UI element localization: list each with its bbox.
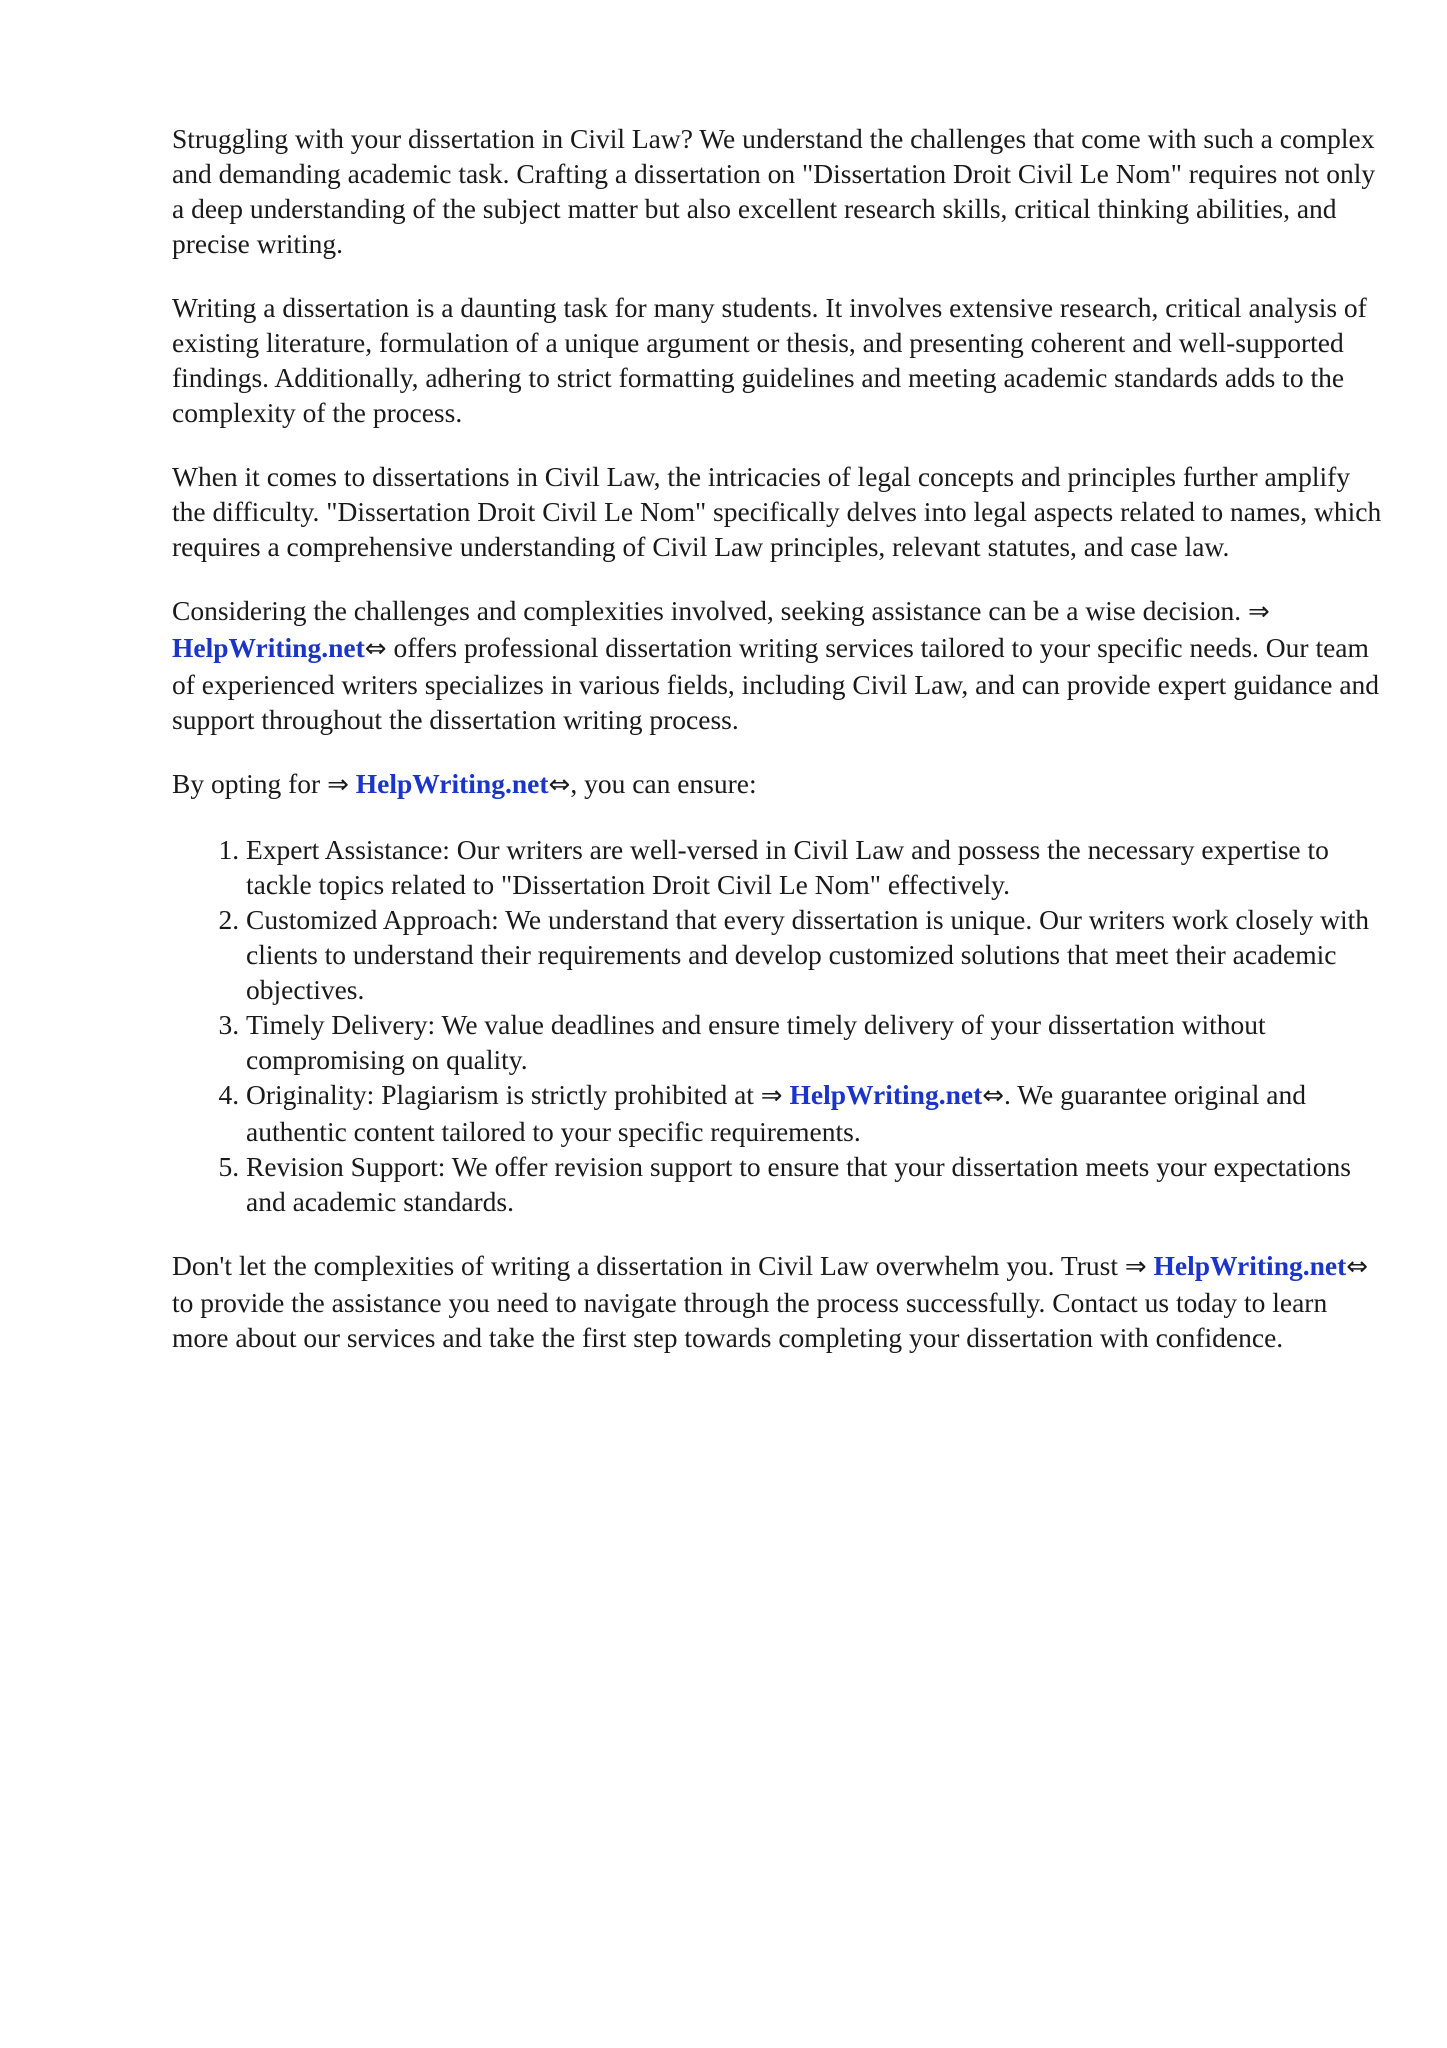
- arrow-right-icon: ⇒: [327, 770, 349, 800]
- list-item: 1. Expert Assistance: Our writers are well-versed in Civil Law and possess the necessary expertise to tackle topics related to "Dissertation Droit Civil Le Nom" effectively.: [246, 832, 1382, 902]
- paragraph-assistance: [172, 593, 1382, 737]
- list-item-text-before: Originality: Plagiarism is strictly prohibited at: [246, 1079, 761, 1110]
- paragraph-assistance-text-after: offers professional dissertation writing services tailored to your specific needs. Our team of experienced writers specializes in various fields, including Civil Law, and can provide expert guidance and support throughout the dissertation writing process.: [172, 632, 1380, 735]
- list-item: 3. Timely Delivery: We value deadlines and ensure timely delivery of your dissertation without compromising on quality.: [246, 1007, 1382, 1077]
- arrow-right-icon: ⇒: [760, 1081, 783, 1111]
- paragraph-opting-text-before: By opting for: [172, 768, 328, 799]
- double-arrow-icon: ⇔: [1346, 1252, 1369, 1282]
- double-arrow-icon: ⇔: [364, 634, 387, 664]
- list-item: [246, 1077, 1382, 1149]
- benefits-list: [172, 832, 1382, 1219]
- paragraph-closing: [172, 1248, 1382, 1355]
- double-arrow-icon: ⇔: [982, 1081, 1005, 1111]
- paragraph-closing-text-after: to provide the assistance you need to navigate through the process successfully. Contact us today to learn more about our services and take the first step towards completing your dissertation with confidence.: [172, 1287, 1328, 1353]
- helpwriting-link[interactable]: HelpWriting.net: [355, 768, 549, 799]
- arrow-right-icon: ⇒: [1248, 597, 1270, 627]
- paragraph-closing-text-before: Don't let the complexities of writing a dissertation in Civil Law overwhelm you. Trust: [172, 1250, 1125, 1281]
- list-item: 2. Customized Approach: We understand that every dissertation is unique. Our writers work closely with clients to understand their requirements and develop customized solutions that meet their academic objectives.: [246, 902, 1382, 1007]
- paragraph-opting: [172, 766, 1382, 803]
- list-item: 5. Revision Support: We offer revision support to ensure that your dissertation meets your expectations and academic standards.: [246, 1149, 1382, 1219]
- double-arrow-icon: ⇔: [548, 770, 571, 800]
- paragraph-civil-law: When it comes to dissertations in Civil Law, the intricacies of legal concepts and principles further amplify the difficulty. "Dissertation Droit Civil Le Nom" specifically delves into legal aspects related to names, which requires a comprehensive understanding of Civil Law principles, relevant statutes, and case law.: [172, 461, 1382, 562]
- paragraph-difficulty: Writing a dissertation is a daunting task for many students. It involves extensive research, critical analysis of existing literature, formulation of a unique argument or thesis, and presenting coherent and well-supported findings. Additionally, adhering to strict formatting guidelines and meeting academic standards adds to the complexity of the process.: [172, 292, 1367, 428]
- helpwriting-link[interactable]: HelpWriting.net: [789, 1079, 983, 1110]
- document-body: [172, 121, 1382, 1384]
- arrow-right-icon: ⇒: [1124, 1252, 1147, 1282]
- list-item-text-after: . We guarantee original and authentic content tailored to your specific requirements.: [246, 1079, 1306, 1147]
- paragraph-assistance-text-before: Considering the challenges and complexities involved, seeking assistance can be a wise decision.: [172, 595, 1249, 626]
- helpwriting-link[interactable]: HelpWriting.net: [172, 632, 365, 663]
- paragraph-intro: Struggling with your dissertation in Civil Law? We understand the challenges that come with such a complex and demanding academic task. Crafting a dissertation on "Dissertation Droit Civil Le Nom" requires not only a deep understanding of the subject matter but also excellent research skills, critical thinking abilities, and precise writing.: [172, 123, 1376, 259]
- paragraph-opting-text-after: , you can ensure:: [570, 768, 757, 799]
- helpwriting-link[interactable]: HelpWriting.net: [1153, 1250, 1347, 1281]
